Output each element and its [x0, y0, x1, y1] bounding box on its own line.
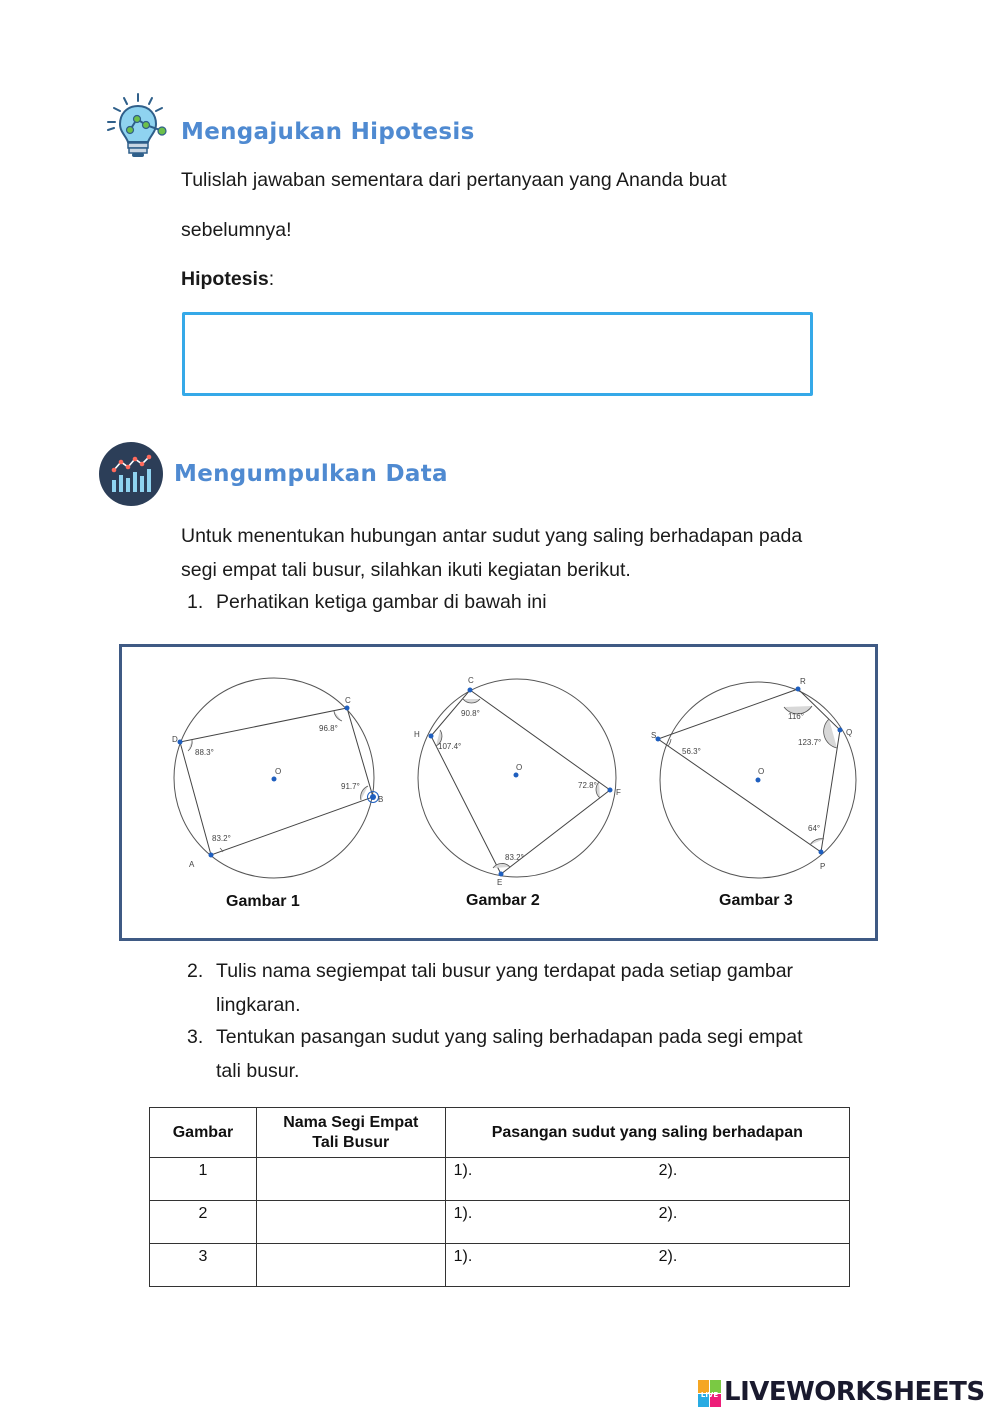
step-1-text: Perhatikan ketiga gambar di bawah ini — [216, 591, 547, 613]
fig2-angle-F: 72.8° — [578, 781, 597, 790]
fig3-angle-S: 56.3° — [682, 747, 701, 756]
hypothesis-label-bold: Hipotesis — [181, 268, 269, 290]
figure-3-caption: Gambar 3 — [719, 892, 793, 909]
fig2-point-C: C — [468, 676, 474, 685]
fig1-angle-B: 91.7° — [341, 782, 360, 791]
lightbulb-icon — [104, 92, 172, 162]
row-3-nama-input[interactable] — [256, 1244, 445, 1287]
fig1-point-A: A — [189, 860, 195, 869]
hypothesis-label-colon: : — [268, 268, 275, 290]
hypothesis-answer-box[interactable] — [182, 312, 813, 396]
figure-3-drawing — [651, 677, 856, 878]
fig1-angle-A: 83.2° — [212, 834, 231, 843]
fig2-point-F: F — [616, 788, 621, 797]
fig1-angle-D: 88.3° — [195, 748, 214, 757]
fig2-point-E: E — [497, 878, 503, 887]
row-3-pairs[interactable] — [445, 1244, 849, 1287]
step-2-number: 2. — [187, 960, 204, 982]
row-3-pair1: 1). — [453, 1248, 473, 1265]
liveworksheets-logo-mark — [698, 1380, 722, 1408]
header-pasangan-sudut: Pasangan sudut yang saling berhadapan — [445, 1108, 849, 1158]
table-row — [150, 1201, 850, 1244]
row-1-gambar: 1 — [150, 1158, 257, 1201]
hypothesis-label — [181, 268, 274, 291]
row-2-pair2: 2). — [658, 1205, 678, 1222]
step-3-number: 3. — [187, 1026, 204, 1048]
figures-frame — [119, 644, 878, 941]
logo-mark-text: LIVE — [700, 1391, 719, 1399]
row-3-gambar: 3 — [150, 1244, 257, 1287]
chart-icon — [99, 442, 163, 506]
fig1-center: O — [275, 767, 282, 776]
fig1-point-D: D — [172, 735, 178, 744]
fig3-center: O — [758, 767, 765, 776]
hypothesis-instruction-line2: sebelumnya! — [181, 219, 292, 241]
step-2-line2: lingkaran. — [216, 994, 301, 1016]
fig1-angle-C: 96.8° — [319, 724, 338, 733]
fig3-point-Q: Q — [846, 728, 853, 737]
row-2-pair1: 1). — [453, 1205, 473, 1222]
figure-1-drawing — [172, 678, 383, 878]
fig2-point-H: H — [414, 730, 420, 739]
fig3-point-P: P — [820, 862, 826, 871]
row-1-pairs[interactable] — [445, 1158, 849, 1201]
table-row — [150, 1158, 850, 1201]
row-1-pair1: 1). — [453, 1162, 473, 1179]
row-2-pairs[interactable] — [445, 1201, 849, 1244]
figure-1-caption: Gambar 1 — [226, 893, 300, 910]
header-nama-segi-empat — [256, 1108, 445, 1158]
row-2-nama-input[interactable] — [256, 1201, 445, 1244]
liveworksheets-logo — [698, 1377, 996, 1411]
row-1-nama-input[interactable] — [256, 1158, 445, 1201]
liveworksheets-logo-text: LIVEWORKSHEETS — [724, 1377, 985, 1407]
row-2-gambar: 2 — [150, 1201, 257, 1244]
fig2-angle-E: 83.2° — [505, 853, 524, 862]
step-1-number: 1. — [187, 591, 204, 613]
fig2-angle-H: 107.4° — [438, 742, 462, 751]
row-1-pair2: 2). — [658, 1162, 678, 1179]
header-nama-line1: Nama Segi Empat — [283, 1113, 419, 1131]
data-intro-line2: segi empat tali busur, silahkan ikuti kegiatan berikut. — [181, 559, 631, 581]
fig3-point-S: S — [651, 731, 657, 740]
data-intro-line1: Untuk menentukan hubungan antar sudut yang saling berhadapan pada — [181, 525, 803, 547]
step-3-line1: Tentukan pasangan sudut yang saling berhadapan pada segi empat — [216, 1026, 803, 1048]
figure-2-caption: Gambar 2 — [466, 892, 540, 909]
answer-table — [149, 1107, 850, 1287]
hypothesis-instruction-line1: Tulislah jawaban sementara dari pertanyaan yang Ananda buat — [181, 169, 727, 191]
fig3-point-R: R — [800, 677, 806, 686]
step-2-line1: Tulis nama segiempat tali busur yang terdapat pada setiap gambar — [216, 960, 794, 982]
fig1-point-C: C — [345, 696, 351, 705]
data-section-title: Mengumpulkan Data — [174, 461, 448, 487]
table-row — [150, 1244, 850, 1287]
hypothesis-section-title: Mengajukan Hipotesis — [181, 119, 475, 145]
header-gambar: Gambar — [150, 1108, 257, 1158]
fig2-center: O — [516, 763, 523, 772]
fig3-angle-P: 64° — [808, 824, 821, 833]
fig3-angle-R: 116° — [788, 712, 804, 721]
figure-2-drawing — [414, 676, 621, 887]
step-3-line2: tali busur. — [216, 1060, 300, 1082]
row-3-pair2: 2). — [658, 1248, 678, 1265]
header-nama-line2: Tali Busur — [312, 1133, 390, 1151]
fig1-point-B: B — [378, 795, 384, 804]
table-header-row — [150, 1108, 850, 1158]
fig2-angle-C: 90.8° — [461, 709, 480, 718]
fig3-angle-Q: 123.7° — [798, 738, 822, 747]
